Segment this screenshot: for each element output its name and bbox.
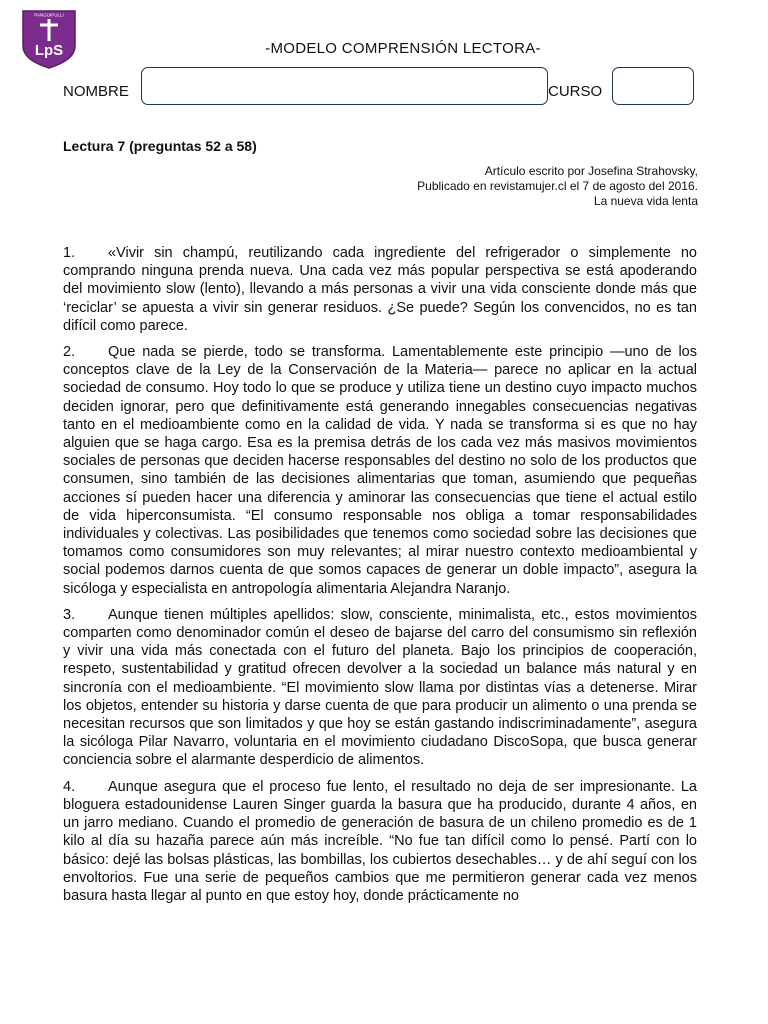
course-field[interactable] (612, 67, 694, 105)
source-publication: Publicado en revistamujer.cl el 7 de agosto del 2016. (417, 179, 698, 193)
article-body (63, 244, 697, 913)
course-label: CURSO (548, 83, 603, 100)
name-field[interactable] (141, 67, 548, 105)
article-source (417, 164, 698, 209)
paragraph-text: Aunque tienen múltiples apellidos: slow, consciente, minimalista, etc., estos movimientos comparten como denominador común el deseo de bajarse del carro del consumismo sin reflexión y vivir una vida más conectada con el futuro del planeta. Bajo los principios de cooperación, respeto, sustentabilidad y gratitud ofrecen devolver a la sociedad un balance más natural y en sincronía con el medioambiente. “El movimiento slow llama por distintas vías a detenerse. Mirar los objetos, entender su historia y darse cuenta de que para producir un alimento o una prenda se necesitan recursos que son limitados y que hoy se están gastando indiscriminadamente”, asegura la sicóloga Pilar Navarro, voluntaria en el movimiento ciudadano DiscoSopa, que busca generar conciencia sobre el alarmante desperdicio de alimentos. (63, 606, 697, 769)
source-article-title: La nueva vida lenta (593, 194, 698, 208)
school-crest-logo (20, 8, 78, 70)
paragraph (63, 778, 697, 905)
paragraph-number: 4. (63, 778, 76, 795)
paragraph-number: 3. (63, 606, 76, 623)
paragraph-text: «Vivir sin champú, reutilizando cada ingrediente del refrigerador o simplemente no comprando ninguna prenda nueva. Una cada vez más popular perspectiva se está apoderando del movimiento slow (lento), llevando a más personas a vivir una vida consciente donde más que ‘reciclar’ se apuesta a vivir sin generar residuos. ¿Se puede? Según los convencidos, no es tan difícil como parece. (63, 245, 697, 334)
paragraph-number: 2. (63, 344, 76, 361)
logo-text: LpS (34, 42, 64, 59)
paragraph-number: 1. (63, 245, 76, 261)
name-label: NOMBRE (63, 83, 129, 100)
paragraph-text: Aunque asegura que el proceso fue lento, el resultado no deja de ser impresionante. La bloguera estadounidense Lauren Singer guarda la basura que ha producido, durante 4 años, en un jarro mediano. Cuando el promedio de generación de basura de un chileno promedio es de 1 kilo al día su hazaña parece aún más increíble. “No fue tan difícil como lo pensé. Partí con lo básico: dejé las bolsas plásticas, las bombillas, los cubiertos desechables… y de ahí seguí con los envoltorios. Fue una serie de pequeños cambios que me permitieron generar cada vez menos basura hasta llegar al punto en que estoy hoy, donde prácticamente no (63, 778, 697, 904)
source-author: Artículo escrito por Josefina Strahovsky, (484, 164, 698, 178)
paragraph-text: Que nada se pierde, todo se transforma. Lamentablemente este principio —uno de los conceptos clave de la Ley de la Conservación de la Materia— parece no aplicar en la actual sociedad de consumo. Hoy todo lo que se produce y utiliza tiene un destino cuyo impacto muchos deciden ignorar, pero que definitivamente está generando innegables consecuencias negativas tanto en el medioambiente como en la calidad de vida. Y nada se transforma si es que no hay alguien que se haga cargo. Esa es la premisa detrás de los cada vez más masivos movimientos sociales de personas que deciden hacerse responsables del destino no solo de los productos que consumen, sino también de las decisiones alimentarias que toman, asumiendo que pequeñas acciones sí pueden hacer una diferencia y aminorar las consecuencias que tiene el actual estilo de vida hiperconsumista. “El consumo responsable nos obliga a tomar responsabilidades individuales y colectivas. Las posibilidades que tenemos como sociedad sobre las decisiones que tomamos como consumidores son muy relevantes; al mirar nuestro contexto medioambiental y social podemos darnos cuenta de que somos capaces de generar un doble impacto”, asegura la sicóloga y especialista en antropología alimentaria Alejandra Naranjo. (63, 344, 697, 597)
reading-heading: Lectura 7 (preguntas 52 a 58) (63, 138, 257, 154)
logo-top-text: PANGUIPULLI (34, 12, 64, 18)
page-title: -MODELO COMPRENSIÓN LECTORA- (265, 40, 541, 57)
paragraph (63, 244, 697, 335)
paragraph (63, 343, 697, 598)
paragraph (63, 606, 697, 770)
